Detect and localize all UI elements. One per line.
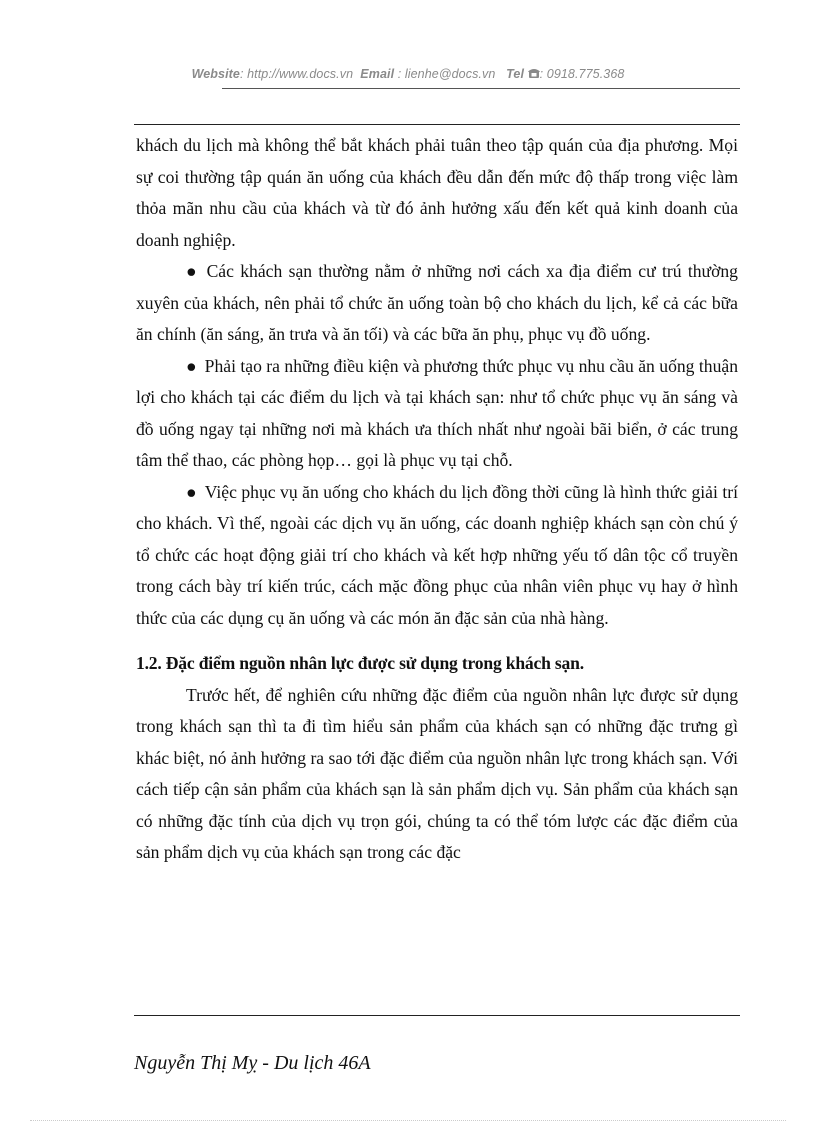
bullet-paragraph xyxy=(136,256,738,351)
paragraph-text: Các khách sạn thường nằm ở những nơi cách xa địa điểm cư trú thường xuyên của khách, nên phải tổ chức ăn uống toàn bộ cho khách du lịch, kể cả các bữa ăn chính (ăn sáng, ăn trưa và ăn tối) và các bữa ăn phụ, phục vụ đồ uống. xyxy=(136,261,738,344)
bullet-paragraph xyxy=(136,351,738,477)
email-label: Email xyxy=(360,67,395,81)
paragraph-text: Phải tạo ra những điều kiện và phương thức phục vụ nhu cầu ăn uống thuận lợi cho khách tại các điểm du lịch và tại khách sạn: như tổ chức phục vụ ăn sáng và đồ uống ngay tại những nơi mà khách ưa thích nhất như ngoài bãi biển, ở các trung tâm thể thao, các phòng họp… gọi là phục vụ tại chỗ. xyxy=(136,355,738,470)
section-paragraph: Trước hết, để nghiên cứu những đặc điểm của nguồn nhân lực được sử dụng trong khách sạn thì ta đi tìm hiểu sản phẩm của khách sạn có những đặc trưng gì khác biệt, nó ảnh hưởng ra sao tới đặc điểm của nguồn nhân lực trong khách sạn. Với cách tiếp cận sản phẩm của khách sạn là sản phẩm dịch vụ. Sản phẩm của khách sạn có những đặc tính của dịch vụ trọn gói, chúng ta có thể tóm lược các đặc điểm của sản phẩm dịch vụ của khách sạn trong các đặc xyxy=(136,684,738,862)
bullet-icon: ● xyxy=(186,355,197,376)
email-address[interactable]: : lienhe@docs.vn xyxy=(397,67,496,81)
website-url[interactable]: : http://www.docs.vn xyxy=(239,67,354,81)
telephone-icon xyxy=(528,67,540,81)
bullet-icon: ● xyxy=(186,261,199,281)
header-underline xyxy=(222,88,740,89)
page-edge-dots xyxy=(30,1120,786,1121)
section-heading: 1.2. Đặc điểm nguồn nhân lực được sử dụng trong khách sạn. xyxy=(136,653,584,673)
footer-author: Nguyễn Thị Mỵ - Du lịch 46A xyxy=(134,1052,371,1074)
website-label: Website xyxy=(191,67,240,81)
tel-label: Tel xyxy=(506,67,525,81)
tel-number: : 0918.775.368 xyxy=(539,67,625,81)
page-header xyxy=(0,67,816,81)
bullet-paragraph xyxy=(136,477,738,635)
page-content xyxy=(136,130,738,869)
paragraph-continuation xyxy=(136,130,738,256)
paragraph-text: khách du lịch mà không thể bắt khách phải tuân theo tập quán của địa phương. Mọi sự coi thường tập quán ăn uống của khách đều dẫn đến mức độ thấp trong việc làm thỏa mãn nhu cầu của khách và từ đó ảnh hưởng xấu đến kết quả kinh doanh của doanh nghiệp. xyxy=(136,135,738,250)
paragraph-text: Việc phục vụ ăn uống cho khách du lịch đồng thời cũng là hình thức giải trí cho khách. Vì thế, ngoài các dịch vụ ăn uống, các doanh nghiệp khách sạn còn chú ý tổ chức các hoạt động giải trí cho khách và kết hợp những yếu tố dân tộc cổ truyền trong cách bày trí kiến trúc, cách mặc đồng phục của nhân viên phục vụ hay ở hình thức của các dụng cụ ăn uống và các món ăn đặc sản của nhà hàng. xyxy=(136,481,738,628)
bottom-rule xyxy=(134,1015,740,1016)
bullet-icon: ● xyxy=(186,481,197,502)
top-rule xyxy=(134,124,740,125)
